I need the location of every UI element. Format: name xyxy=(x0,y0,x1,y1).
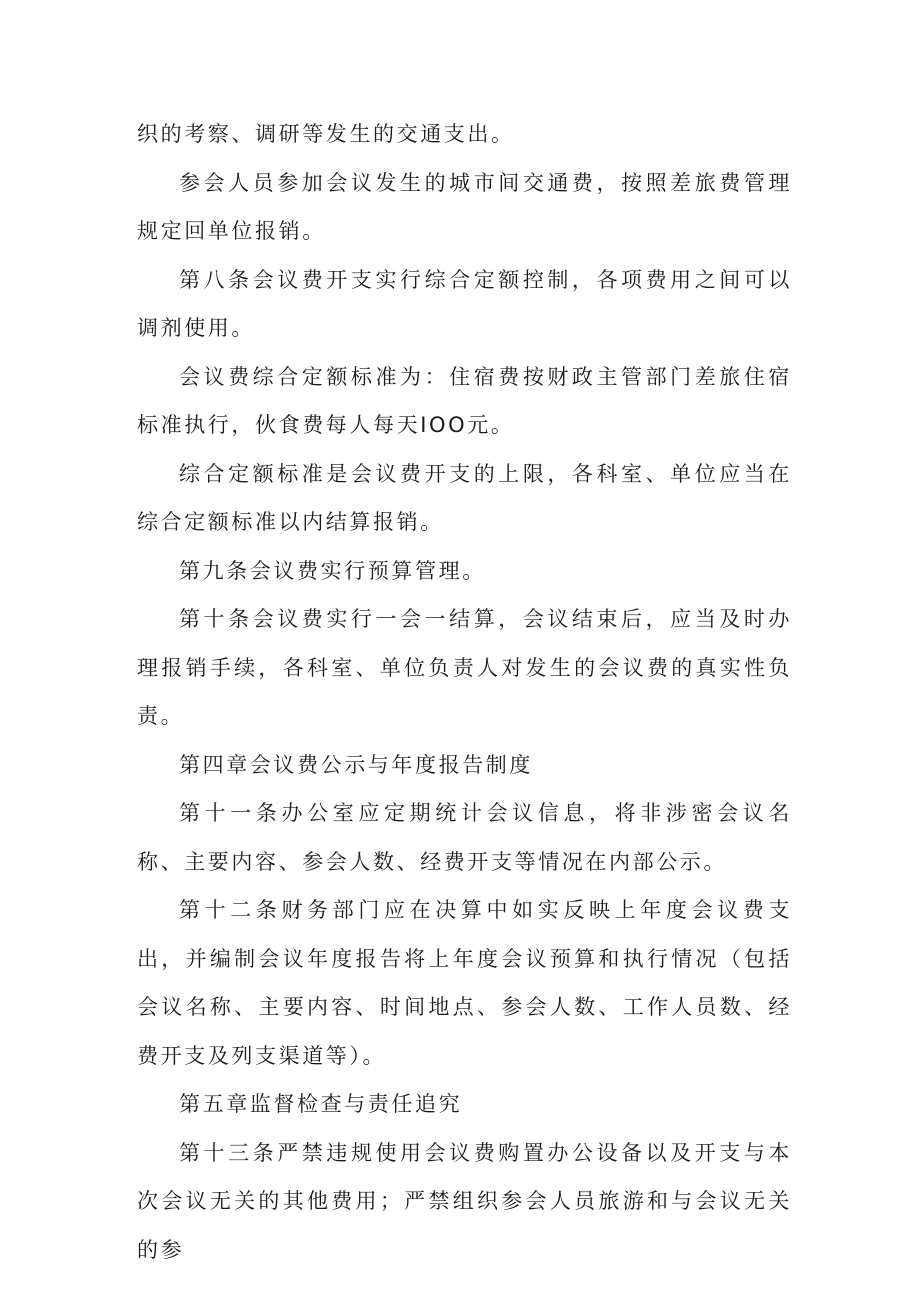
paragraph-quota-limit: 综合定额标准是会议费开支的上限，各科室、单位应当在综合定额标准以内结算报销。 xyxy=(137,461,792,534)
paragraph-article-12: 第十二条财务部门应在决算中如实反映上年度会议费支出，并编制会议年度报告将上年度会议预算和执行情况（包括会议名称、主要内容、时间地点、参会人数、工作人员数、经费开支及列支渠道等）。 xyxy=(137,898,792,1068)
paragraph-article-9: 第九条会议费实行预算管理。 xyxy=(179,558,486,583)
chapter-heading-4: 第四章会议费公示与年度报告制度 xyxy=(179,752,533,777)
paragraph-article-8: 第八条会议费开支实行综合定额控制，各项费用之间可以调剂使用。 xyxy=(137,267,792,340)
document-body xyxy=(137,110,792,1274)
paragraph-intercity-transport: 参会人员参加会议发生的城市间交通费，按照差旅费管理规定回单位报销。 xyxy=(137,170,792,243)
paragraph-article-13: 第十三条严禁违规使用会议费购置办公设备以及开支与本次会议无关的其他费用；严禁组织参会人员旅游和与会议无关的参 xyxy=(137,1140,792,1262)
paragraph-continuation: 织的考察、调研等发生的交通支出。 xyxy=(137,122,515,146)
paragraph-article-11: 第十一条办公室应定期统计会议信息，将非涉密会议名称、主要内容、参会人数、经费开支等情况在内部公示。 xyxy=(137,801,792,874)
paragraph-quota-standard: 会议费综合定额标准为：住宿费按财政主管部门差旅住宿标准执行，伙食费每人每天IOO元。 xyxy=(137,364,792,437)
paragraph-article-10: 第十条会议费实行一会一结算，会议结束后，应当及时办理报销手续，各科室、单位负责人对发生的会议费的真实性负责。 xyxy=(137,607,792,728)
chapter-heading-5: 第五章监督检查与责任追究 xyxy=(179,1092,463,1116)
